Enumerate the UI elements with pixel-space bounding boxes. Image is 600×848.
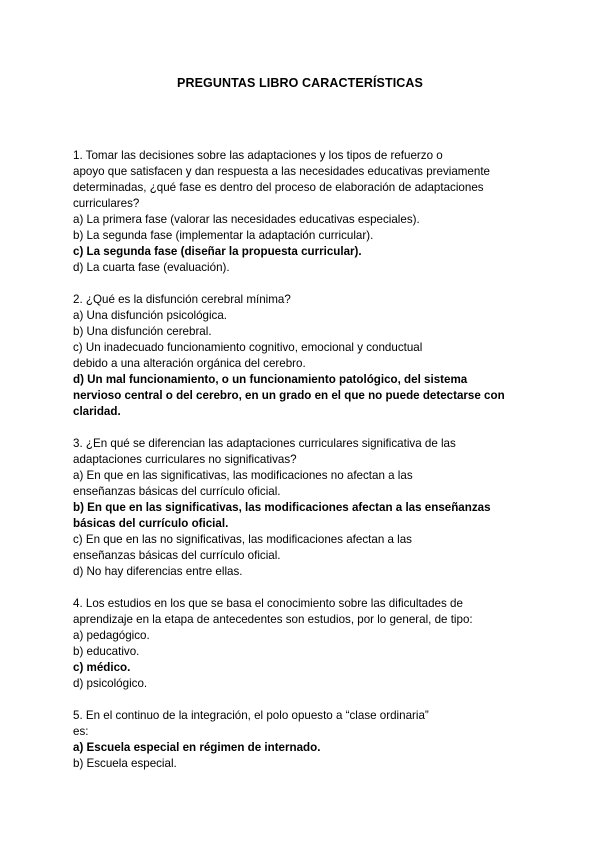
question-3 <box>73 436 533 580</box>
question-text-line: 5. En el continuo de la integración, el polo opuesto a “clase ordinaria” <box>73 709 429 722</box>
answer-option <box>73 324 533 340</box>
answer-option-correct <box>73 500 533 532</box>
answer-option <box>73 532 533 564</box>
answer-option-text-line: debido a una alteración orgánica del cerebro. <box>73 357 306 370</box>
answer-option-correct <box>73 660 533 676</box>
answer-option-text-line: c) médico. <box>73 661 131 674</box>
question-text-line: 3. ¿En qué se diferencian las adaptaciones curriculares significativa de las <box>73 437 456 450</box>
answer-option <box>73 308 533 324</box>
answer-option-text-line: b) Una disfunción cerebral. <box>73 325 212 338</box>
answer-option-text-line: básicas del currículo oficial. <box>73 517 229 530</box>
answer-option-text-line: claridad. <box>73 405 121 418</box>
answer-option-text-line: d) psicológico. <box>73 677 148 690</box>
answer-option-correct <box>73 372 533 420</box>
question-1 <box>73 148 533 276</box>
question-4 <box>73 596 533 692</box>
answer-option-text-line: d) La cuarta fase (evaluación). <box>73 261 230 274</box>
question-text-line: apoyo que satisfacen y dan respuesta a las necesidades educativas previamente <box>73 165 490 178</box>
answer-option-text-line: enseñanzas básicas del currículo oficial. <box>73 485 281 498</box>
answer-option <box>73 628 533 644</box>
answer-option <box>73 676 533 692</box>
answer-option <box>73 260 533 276</box>
question-5 <box>73 708 533 772</box>
answer-option-text-line: a) Escuela especial en régimen de internado. <box>73 741 321 754</box>
question-2 <box>73 292 533 420</box>
answer-option-text-line: nervioso central o del cerebro, en un grado en el que no puede detectarse con <box>73 389 505 402</box>
page-title: PREGUNTAS LIBRO CARACTERÍSTICAS <box>177 76 423 90</box>
answer-option <box>73 340 533 372</box>
answer-option-text-line: a) La primera fase (valorar las necesidades educativas especiales). <box>73 213 420 226</box>
answer-option-text-line: c) En que en las no significativas, las modificaciones afectan a las <box>73 533 412 546</box>
answer-option <box>73 564 533 580</box>
question-text-line: 2. ¿Qué es la disfunción cerebral mínima? <box>73 293 291 306</box>
answer-option <box>73 228 533 244</box>
answer-option-text-line: a) Una disfunción psicológica. <box>73 309 228 322</box>
question-text-line: aprendizaje en la etapa de antecedentes son estudios, por lo general, de tipo: <box>73 613 473 626</box>
answer-option-text-line: c) Un inadecuado funcionamiento cognitivo, emocional y conductual <box>73 341 423 354</box>
question-text-line: adaptaciones curriculares no significativas? <box>73 453 297 466</box>
question-text-line: es: <box>73 725 89 738</box>
answer-option-text-line: d) Un mal funcionamiento, o un funcionamiento patológico, del sistema <box>73 373 468 386</box>
question-text-line: 1. Tomar las decisiones sobre las adaptaciones y los tipos de refuerzo o <box>73 149 443 162</box>
answer-option-text-line: b) educativo. <box>73 645 140 658</box>
answer-option <box>73 212 533 228</box>
answer-option-text-line: a) En que en las significativas, las modificaciones no afectan a las <box>73 469 413 482</box>
answer-option <box>73 756 533 772</box>
answer-option-text-line: enseñanzas básicas del currículo oficial. <box>73 549 281 562</box>
question-text-line: determinadas, ¿qué fase es dentro del proceso de elaboración de adaptaciones <box>73 181 484 194</box>
question-text-line: curriculares? <box>73 197 140 210</box>
answer-option-text-line: a) pedagógico. <box>73 629 150 642</box>
question-text-line: 4. Los estudios en los que se basa el conocimiento sobre las dificultades de <box>73 597 463 610</box>
answer-option-correct <box>73 244 533 260</box>
answer-option <box>73 468 533 500</box>
answer-option-correct <box>73 740 533 756</box>
answer-option-text-line: b) En que en las significativas, las modificaciones afectan a las enseñanzas <box>73 501 491 514</box>
answer-option-text-line: d) No hay diferencias entre ellas. <box>73 565 243 578</box>
answer-option-text-line: b) La segunda fase (implementar la adaptación curricular). <box>73 229 374 242</box>
answer-option <box>73 644 533 660</box>
answer-option-text-line: b) Escuela especial. <box>73 757 177 770</box>
answer-option-text-line: c) La segunda fase (diseñar la propuesta curricular). <box>73 245 362 258</box>
questions-list <box>73 148 533 788</box>
